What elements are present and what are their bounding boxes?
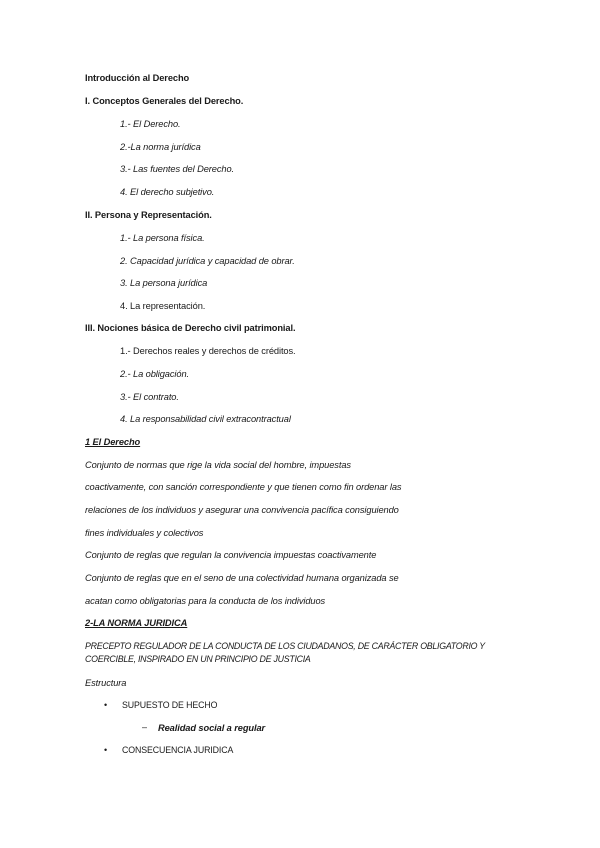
section-2-item-1: 1.- La persona física. [120,233,205,243]
section-3-item-3: 3.- El contrato. [120,392,179,402]
sub-item-realidad-social: Realidad social a regular [158,723,266,733]
bullet-supuesto-de-hecho: SUPUESTO DE HECHO [122,700,218,710]
section-2-item-4: 4. La representación. [120,301,206,311]
topic-1-line-1: Conjunto de normas que rige la vida social del hombre, impuestas [85,460,351,470]
section-2-item-3: 3. La persona jurídica [120,278,208,288]
bullet-icon: • [104,700,108,710]
section-1-heading: I. Conceptos Generales del Derecho. [85,96,244,106]
document-title: Introducción al Derecho [85,73,190,83]
section-1-item-4: 4. El derecho subjetivo. [120,187,215,197]
bullet-icon: • [104,745,108,755]
topic-2-definition-line-1: PRECEPTO REGULADOR DE LA CONDUCTA DE LOS CIUDADANOS, DE CARÁCTER OBLIGATORIO Y [85,641,485,651]
topic-1-line-2: coactivamente, con sanción correspondiente y que tienen como fin ordenar las [85,482,402,492]
section-3-heading: III. Nociones básica de Derecho civil patrimonial. [85,323,296,333]
section-3-item-4: 4. La responsabilidad civil extracontractual [120,414,291,424]
topic-1-line-5: Conjunto de reglas que regulan la convivencia impuestas coactivamente [85,550,377,560]
topic-1-line-4: fines individuales y colectivos [85,528,204,538]
topic-1-line-6: Conjunto de reglas que en el seno de una colectividad humana organizada se [85,573,399,583]
topic-2-definition-line-2: COERCIBLE, INSPIRADO EN UN PRINCIPIO DE JUSTICIA [85,654,311,664]
section-3-item-2: 2.- La obligación. [120,369,190,379]
bullet-consecuencia-juridica: CONSECUENCIA JURIDICA [122,745,234,755]
section-2-heading: II. Persona y Representación. [85,210,212,220]
section-1-item-3: 3.- Las fuentes del Derecho. [120,164,234,174]
section-3-item-1: 1.- Derechos reales y derechos de créditos. [120,346,296,356]
topic-1-line-3: relaciones de los individuos y asegurar una convivencia pacífica consiguiendo [85,505,399,515]
topic-1-heading: 1 El Derecho [85,437,141,447]
structure-label: Estructura [85,678,127,688]
section-2-item-2: 2. Capacidad jurídica y capacidad de obrar. [120,256,295,266]
topic-2-heading: 2-LA NORMA JURIDICA [85,618,188,628]
topic-1-line-7: acatan como obligatorias para la conducta de los individuos [85,596,326,606]
section-1-item-2: 2.-La norma jurídica [120,142,201,152]
section-1-item-1: 1.- El Derecho. [120,119,181,129]
dash-icon: – [142,722,148,732]
